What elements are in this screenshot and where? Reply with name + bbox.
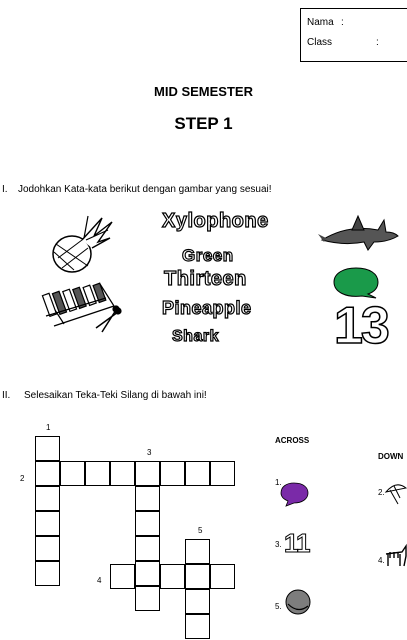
grid-number-2: 2 bbox=[20, 474, 25, 483]
crossword-cell[interactable] bbox=[35, 511, 60, 536]
crossword-cell[interactable] bbox=[160, 461, 185, 486]
crossword-cell[interactable] bbox=[210, 564, 235, 589]
page-title: MID SEMESTER bbox=[154, 84, 253, 99]
section1-instruction: Jodohkan Kata-kata berikut dengan gambar yang sesuai! bbox=[18, 184, 272, 195]
crossword-cell[interactable] bbox=[110, 461, 135, 486]
shark-icon bbox=[318, 212, 400, 256]
across-clue-3-number: 3. bbox=[275, 540, 282, 549]
crossword-cell[interactable] bbox=[35, 561, 60, 586]
crossword-cell[interactable] bbox=[35, 536, 60, 561]
crossword-cell[interactable] bbox=[35, 486, 60, 511]
crossword-cell[interactable] bbox=[35, 461, 60, 486]
across-heading: ACROSS bbox=[275, 436, 310, 445]
word-xylophone: Xylophone bbox=[162, 210, 269, 232]
xylophone-icon bbox=[40, 280, 125, 335]
section1-number: I. bbox=[2, 184, 8, 195]
word-shark: Shark bbox=[172, 328, 219, 345]
crossword-cell[interactable] bbox=[135, 511, 160, 536]
across-clue-1-number: 1. bbox=[275, 478, 282, 487]
down-clue-2-number: 2. bbox=[378, 488, 385, 497]
crossword-cell[interactable] bbox=[135, 486, 160, 511]
word-pineapple: Pineapple bbox=[162, 298, 252, 318]
number-13-picture: 13 bbox=[334, 297, 388, 355]
number-11-picture: 11 bbox=[284, 528, 310, 558]
crossword-cell[interactable] bbox=[185, 614, 210, 639]
grey-blob-icon bbox=[284, 588, 314, 618]
crossword-cell[interactable] bbox=[210, 461, 235, 486]
purple-blob-icon bbox=[280, 481, 310, 507]
grid-number-1: 1 bbox=[46, 423, 51, 432]
down-clue-4-number: 4. bbox=[378, 556, 385, 565]
grid-number-3: 3 bbox=[147, 448, 152, 457]
class-colon: : bbox=[376, 37, 379, 48]
crossword-cell[interactable] bbox=[160, 564, 185, 589]
crossword-cell[interactable] bbox=[185, 564, 210, 589]
crossword-cell[interactable] bbox=[135, 461, 160, 486]
crossword-cell[interactable] bbox=[135, 586, 160, 611]
down-heading: DOWN bbox=[378, 452, 404, 461]
crossword-cell[interactable] bbox=[135, 536, 160, 561]
grid-number-4: 4 bbox=[97, 576, 102, 585]
crossword-cell[interactable] bbox=[135, 561, 160, 586]
word-green: Green bbox=[182, 246, 234, 265]
crossword-cell[interactable] bbox=[110, 564, 135, 589]
name-colon: : bbox=[341, 17, 344, 28]
crossword-cell[interactable] bbox=[60, 461, 85, 486]
zebra-icon bbox=[384, 540, 407, 568]
across-clue-5-number: 5. bbox=[275, 602, 282, 611]
pineapple-icon bbox=[44, 214, 114, 274]
class-label: Class bbox=[307, 37, 333, 48]
green-blob-icon bbox=[332, 264, 380, 300]
name-class-box bbox=[300, 8, 407, 62]
grid-number-5: 5 bbox=[198, 526, 203, 535]
crossword-cell[interactable] bbox=[85, 461, 110, 486]
crossword-cell[interactable] bbox=[185, 539, 210, 564]
page-subtitle: STEP 1 bbox=[174, 114, 233, 133]
section2-instruction: Selesaikan Teka-Teki Silang di bawah ini! bbox=[24, 390, 207, 401]
crossword-cell[interactable] bbox=[185, 461, 210, 486]
name-label: Nama bbox=[307, 17, 334, 28]
word-thirteen: Thirteen bbox=[164, 268, 247, 290]
crossword-cell[interactable] bbox=[185, 589, 210, 614]
umbrella-icon bbox=[384, 480, 407, 506]
section2-number: II. bbox=[2, 390, 11, 401]
crossword-cell[interactable] bbox=[35, 436, 60, 461]
